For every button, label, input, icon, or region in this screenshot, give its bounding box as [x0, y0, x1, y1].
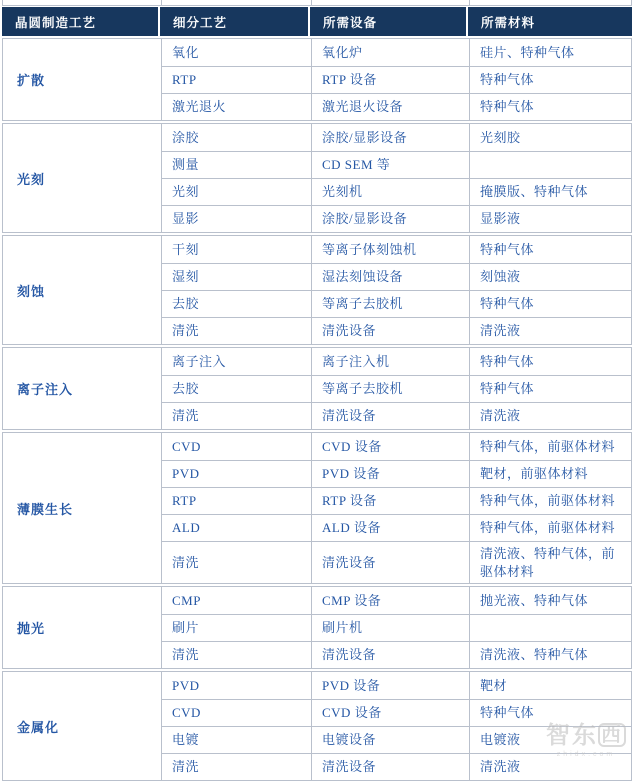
cell-material: 清洗液 — [469, 317, 631, 344]
cell-subprocess: 电镀 — [161, 726, 311, 753]
cell-subprocess: CMP — [161, 587, 311, 614]
cell-equipment: PVD 设备 — [311, 672, 469, 699]
cell-material: 特种气体，前驱体材料 — [469, 433, 631, 460]
cell-subprocess: 去胶 — [161, 375, 311, 402]
cell-equipment: CD SEM 等 — [311, 151, 469, 178]
cell-material: 光刻胶 — [469, 124, 631, 151]
cell-material: 特种气体 — [469, 348, 631, 375]
cell-equipment: 清洗设备 — [311, 541, 469, 583]
cell-equipment: 等离子去胶机 — [311, 375, 469, 402]
cell-equipment: 清洗设备 — [311, 402, 469, 429]
cell-equipment: 清洗设备 — [311, 641, 469, 668]
table-body — [2, 38, 632, 781]
cell-material: 特种气体 — [469, 93, 631, 120]
watermark-domain: zhidx.com — [556, 751, 616, 758]
cell-material: 特种气体 — [469, 290, 631, 317]
cell-material: 清洗液、特种气体，前驱体材料 — [469, 541, 631, 583]
cell-equipment: 清洗设备 — [311, 317, 469, 344]
process-group — [2, 432, 632, 584]
cell-material: 掩膜版、特种气体 — [469, 178, 631, 205]
cell-subprocess: 氧化 — [161, 39, 311, 66]
cell-subprocess: 离子注入 — [161, 348, 311, 375]
cell-equipment: 涂胶/显影设备 — [311, 124, 469, 151]
cropped-row-top — [2, 0, 632, 6]
process-group — [2, 671, 632, 781]
cell-subprocess: 光刻 — [161, 178, 311, 205]
cell-material — [469, 151, 631, 178]
process-group — [2, 38, 632, 121]
cell-equipment: RTP 设备 — [311, 66, 469, 93]
process-group-cell: 光刻 — [17, 171, 46, 187]
cell-subprocess: CVD — [161, 433, 311, 460]
process-group — [2, 586, 632, 669]
cell-subprocess: 去胶 — [161, 290, 311, 317]
cell-equipment: ALD 设备 — [311, 514, 469, 541]
cell-subprocess: CVD — [161, 699, 311, 726]
cell-subprocess: ALD — [161, 514, 311, 541]
cell-material: 特种气体 — [469, 375, 631, 402]
cell-equipment: 涂胶/显影设备 — [311, 205, 469, 232]
cell-equipment: 氧化炉 — [311, 39, 469, 66]
process-group — [2, 123, 632, 233]
cell-material: 特种气体，前驱体材料 — [469, 487, 631, 514]
cell-subprocess: 清洗 — [161, 402, 311, 429]
cell-equipment: CVD 设备 — [311, 699, 469, 726]
cell-equipment: 离子注入机 — [311, 348, 469, 375]
process-table — [2, 0, 632, 781]
cell-material: 特种气体 — [469, 236, 631, 263]
cell-material: 清洗液 — [469, 753, 631, 780]
cell-subprocess: 清洗 — [161, 317, 311, 344]
process-group-cell: 薄膜生长 — [17, 501, 74, 517]
process-group-cell: 刻蚀 — [17, 283, 46, 299]
cell-material: 靶材 — [469, 672, 631, 699]
cell-equipment: 电镀设备 — [311, 726, 469, 753]
cell-material: 特种气体 — [469, 66, 631, 93]
cell-subprocess: PVD — [161, 460, 311, 487]
cell-equipment: 等离子体刻蚀机 — [311, 236, 469, 263]
cell-equipment: RTP 设备 — [311, 487, 469, 514]
cell-subprocess: 刷片 — [161, 614, 311, 641]
cell-subprocess: PVD — [161, 672, 311, 699]
cell-subprocess: 湿刻 — [161, 263, 311, 290]
cell-material: 清洗液、特种气体 — [469, 641, 631, 668]
cell-material: 靶材，前驱体材料 — [469, 460, 631, 487]
cell-subprocess: 显影 — [161, 205, 311, 232]
cell-equipment: CMP 设备 — [311, 587, 469, 614]
cell-material — [469, 614, 631, 641]
cell-subprocess: 激光退火 — [161, 93, 311, 120]
cell-equipment: PVD 设备 — [311, 460, 469, 487]
table-header-row — [2, 7, 632, 36]
watermark-logo: 智东 西 — [538, 715, 634, 750]
process-group-cell: 金属化 — [17, 719, 60, 735]
cell-subprocess: 干刻 — [161, 236, 311, 263]
cell-material: 硅片、特种气体 — [469, 39, 631, 66]
cell-material: 显影液 — [469, 205, 631, 232]
process-group-cell: 扩散 — [17, 73, 46, 88]
cell-material: 特种气体 — [469, 699, 631, 726]
process-group — [2, 347, 632, 430]
cell-subprocess: 清洗 — [161, 753, 311, 780]
column-header-2: 所需设备 — [310, 7, 468, 36]
cell-subprocess: RTP — [161, 487, 311, 514]
cell-subprocess: 清洗 — [161, 541, 311, 583]
cell-material: 抛光液、特种气体 — [469, 587, 631, 614]
cell-equipment: CVD 设备 — [311, 433, 469, 460]
cell-subprocess: 测量 — [161, 151, 311, 178]
watermark-logo-circle: 西 — [598, 723, 626, 747]
cell-subprocess: 清洗 — [161, 641, 311, 668]
cell-material: 刻蚀液 — [469, 263, 631, 290]
column-header-0: 晶圆制造工艺 — [2, 7, 160, 36]
process-group-cell: 抛光 — [17, 621, 46, 637]
cell-material: 电镀液 — [469, 726, 631, 753]
column-header-1: 细分工艺 — [160, 7, 310, 36]
column-header-3: 所需材料 — [468, 7, 632, 36]
cell-equipment: 光刻机 — [311, 178, 469, 205]
cell-equipment: 清洗设备 — [311, 753, 469, 780]
cell-equipment: 激光退火设备 — [311, 93, 469, 120]
process-group — [2, 235, 632, 345]
cell-equipment: 刷片机 — [311, 614, 469, 641]
cell-material: 清洗液 — [469, 402, 631, 429]
cell-subprocess: RTP — [161, 66, 311, 93]
cell-subprocess: 涂胶 — [161, 124, 311, 151]
cell-equipment: 湿法刻蚀设备 — [311, 263, 469, 290]
cell-equipment: 等离子去胶机 — [311, 290, 469, 317]
process-group-cell: 离子注入 — [17, 382, 74, 397]
cell-material: 特种气体，前驱体材料 — [469, 514, 631, 541]
